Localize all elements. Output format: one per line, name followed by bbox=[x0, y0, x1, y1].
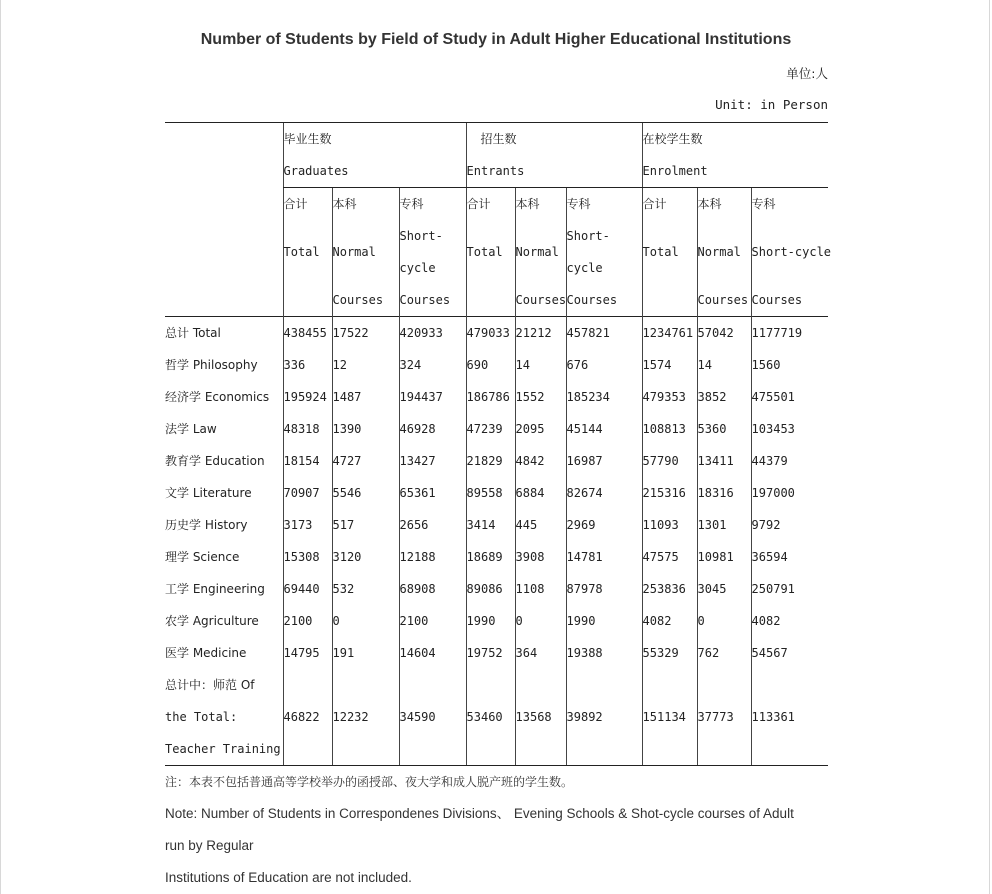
cell: 151134 bbox=[642, 669, 697, 766]
cell: 13568 bbox=[515, 669, 566, 766]
cell: 250791 bbox=[751, 573, 828, 605]
subheader-total-cn: 合计 bbox=[466, 188, 515, 221]
cell: 194437 bbox=[399, 381, 466, 413]
cell: 0 bbox=[332, 605, 399, 637]
cell: 475501 bbox=[751, 381, 828, 413]
note-en-line-2: run by Regular bbox=[165, 838, 254, 853]
subheader-normal-en-2: Courses bbox=[332, 284, 399, 317]
cell: 1177719 bbox=[751, 317, 828, 350]
cell: 89558 bbox=[466, 477, 515, 509]
cell: 5546 bbox=[332, 477, 399, 509]
cell: 4082 bbox=[642, 605, 697, 637]
cell: 197000 bbox=[751, 477, 828, 509]
cell: 1487 bbox=[332, 381, 399, 413]
row-label-line: the Total: bbox=[165, 710, 238, 724]
cell: 47575 bbox=[642, 541, 697, 573]
cell: 48318 bbox=[283, 413, 332, 445]
cell: 65361 bbox=[399, 477, 466, 509]
row-label: 法学 Law bbox=[165, 422, 217, 436]
cell: 2656 bbox=[399, 509, 466, 541]
subheader-total-en: Total bbox=[283, 220, 332, 317]
row-label: 医学 Medicine bbox=[165, 646, 247, 660]
cell: 2100 bbox=[283, 605, 332, 637]
cell: 438455 bbox=[283, 317, 332, 350]
table-row bbox=[165, 381, 828, 413]
row-label-teacher-training bbox=[165, 669, 283, 766]
row-label: 历史学 History bbox=[165, 518, 248, 532]
subheader-short-cn: 专科 bbox=[399, 188, 466, 221]
cell: 69440 bbox=[283, 573, 332, 605]
cell: 185234 bbox=[566, 381, 642, 413]
cell: 46822 bbox=[283, 669, 332, 766]
note-en-line-1: Note: Number of Students in Correspondenes Divisions、 Evening Schools & Shot-cycle courses of Adult bbox=[165, 806, 794, 821]
cell: 87978 bbox=[566, 573, 642, 605]
subheader-normal-en: Normal bbox=[515, 220, 566, 284]
cell: 21829 bbox=[466, 445, 515, 477]
cell: 532 bbox=[332, 573, 399, 605]
cell: 108813 bbox=[642, 413, 697, 445]
cell: 11093 bbox=[642, 509, 697, 541]
cell: 68908 bbox=[399, 573, 466, 605]
row-label-line: Teacher Training bbox=[165, 742, 281, 756]
row-label: 经济学 Economics bbox=[165, 390, 270, 404]
cell: 89086 bbox=[466, 573, 515, 605]
subheader-normal-cn: 本科 bbox=[697, 188, 751, 221]
row-label-line: 总计中：师范 Of bbox=[165, 678, 255, 692]
cell: 57790 bbox=[642, 445, 697, 477]
row-label: 哲学 Philosophy bbox=[165, 358, 258, 372]
cell: 2969 bbox=[566, 509, 642, 541]
page-title: Number of Students by Field of Study in Adult Higher Educational Institutions bbox=[200, 31, 792, 48]
cell: 18154 bbox=[283, 445, 332, 477]
subheader-short-en-3: Courses bbox=[399, 284, 466, 317]
subheader-normal-cn: 本科 bbox=[515, 188, 566, 221]
subheader-total-en: Total bbox=[642, 220, 697, 317]
table-row bbox=[165, 413, 828, 445]
cell: 36594 bbox=[751, 541, 828, 573]
cell: 55329 bbox=[642, 637, 697, 669]
table-notes bbox=[165, 766, 845, 894]
cell: 1990 bbox=[566, 605, 642, 637]
cell: 9792 bbox=[751, 509, 828, 541]
cell: 3414 bbox=[466, 509, 515, 541]
cell: 0 bbox=[697, 605, 751, 637]
table-row bbox=[165, 541, 828, 573]
cell: 3908 bbox=[515, 541, 566, 573]
cell: 12188 bbox=[399, 541, 466, 573]
cell: 690 bbox=[466, 349, 515, 381]
cell: 13411 bbox=[697, 445, 751, 477]
cell: 1552 bbox=[515, 381, 566, 413]
cell: 1108 bbox=[515, 573, 566, 605]
cell: 18689 bbox=[466, 541, 515, 573]
unit-label-en: Unit: in Person bbox=[715, 97, 828, 112]
cell: 44379 bbox=[751, 445, 828, 477]
subheader-normal-en: Normal bbox=[332, 220, 399, 284]
cell: 54567 bbox=[751, 637, 828, 669]
table-body bbox=[165, 317, 828, 670]
row-label: 文学 Literature bbox=[165, 486, 252, 500]
cell: 517 bbox=[332, 509, 399, 541]
cell: 5360 bbox=[697, 413, 751, 445]
table-row bbox=[165, 605, 828, 637]
cell: 1990 bbox=[466, 605, 515, 637]
cell: 186786 bbox=[466, 381, 515, 413]
cell: 479353 bbox=[642, 381, 697, 413]
cell: 113361 bbox=[751, 669, 828, 766]
subheader-short-en-1: Short- bbox=[566, 220, 642, 252]
cell: 324 bbox=[399, 349, 466, 381]
cell: 3173 bbox=[283, 509, 332, 541]
group-header-enrolment-en: Enrolment bbox=[642, 155, 828, 188]
cell: 4727 bbox=[332, 445, 399, 477]
group-header-entrants-cn: 招生数 bbox=[466, 123, 642, 156]
cell: 17522 bbox=[332, 317, 399, 350]
subheader-total-en: Total bbox=[466, 220, 515, 317]
subheader-short-cn: 专科 bbox=[751, 188, 828, 221]
cell: 4842 bbox=[515, 445, 566, 477]
subheader-total-cn: 合计 bbox=[283, 188, 332, 221]
cell: 3852 bbox=[697, 381, 751, 413]
cell: 1301 bbox=[697, 509, 751, 541]
cell: 762 bbox=[697, 637, 751, 669]
group-header-row-cn bbox=[165, 123, 828, 156]
group-header-graduates-en: Graduates bbox=[283, 155, 466, 188]
cell: 21212 bbox=[515, 317, 566, 350]
cell: 336 bbox=[283, 349, 332, 381]
cell: 3045 bbox=[697, 573, 751, 605]
cell: 191 bbox=[332, 637, 399, 669]
subheader-normal-en: Normal bbox=[697, 220, 751, 284]
students-table bbox=[165, 122, 832, 766]
subheader-total-cn: 合计 bbox=[642, 188, 697, 221]
subheader-normal-en-2: Courses bbox=[515, 284, 566, 317]
table-row bbox=[165, 445, 828, 477]
cell: 39892 bbox=[566, 669, 642, 766]
cell: 1560 bbox=[751, 349, 828, 381]
cell: 2100 bbox=[399, 605, 466, 637]
subheader-normal-en-2: Courses bbox=[697, 284, 751, 317]
row-label: 教育学 Education bbox=[165, 454, 265, 468]
cell: 1234761 bbox=[642, 317, 697, 350]
table-row bbox=[165, 573, 828, 605]
cell: 445 bbox=[515, 509, 566, 541]
cell: 3120 bbox=[332, 541, 399, 573]
cell: 45144 bbox=[566, 413, 642, 445]
cell: 12 bbox=[332, 349, 399, 381]
table-row bbox=[165, 349, 828, 381]
cell: 14781 bbox=[566, 541, 642, 573]
cell: 1390 bbox=[332, 413, 399, 445]
subheader-short-en-2: cycle bbox=[566, 252, 642, 284]
cell: 34590 bbox=[399, 669, 466, 766]
note-en-line-3: Institutions of Education are not included. bbox=[165, 870, 412, 885]
cell: 82674 bbox=[566, 477, 642, 509]
row-label: 总计 Total bbox=[165, 317, 283, 350]
cell: 19388 bbox=[566, 637, 642, 669]
cell: 420933 bbox=[399, 317, 466, 350]
cell: 70907 bbox=[283, 477, 332, 509]
cell: 16987 bbox=[566, 445, 642, 477]
cell: 1574 bbox=[642, 349, 697, 381]
subheader-short-en-1: Short- bbox=[399, 220, 466, 252]
header-corner bbox=[165, 123, 283, 317]
cell: 6884 bbox=[515, 477, 566, 509]
cell: 37773 bbox=[697, 669, 751, 766]
cell: 364 bbox=[515, 637, 566, 669]
table-row-teacher-training bbox=[165, 669, 828, 766]
cell: 57042 bbox=[697, 317, 751, 350]
cell: 12232 bbox=[332, 669, 399, 766]
cell: 19752 bbox=[466, 637, 515, 669]
cell: 103453 bbox=[751, 413, 828, 445]
table-row bbox=[165, 477, 828, 509]
cell: 47239 bbox=[466, 413, 515, 445]
unit-label-cn: 单位:人 bbox=[786, 66, 828, 81]
table-row bbox=[165, 509, 828, 541]
subheader-short-en-joined: Short-cycle bbox=[751, 220, 828, 284]
group-header-entrants-en: Entrants bbox=[466, 155, 642, 188]
table-row bbox=[165, 637, 828, 669]
cell: 14604 bbox=[399, 637, 466, 669]
cell: 4082 bbox=[751, 605, 828, 637]
subheader-short-en-3: Courses bbox=[566, 284, 642, 317]
subheader-short-en-2: cycle bbox=[399, 252, 466, 284]
subheader-normal-cn: 本科 bbox=[332, 188, 399, 221]
cell: 2095 bbox=[515, 413, 566, 445]
cell: 457821 bbox=[566, 317, 642, 350]
cell: 479033 bbox=[466, 317, 515, 350]
row-label: 农学 Agriculture bbox=[165, 614, 259, 628]
cell: 14795 bbox=[283, 637, 332, 669]
group-header-enrolment-cn: 在校学生数 bbox=[642, 123, 828, 156]
cell: 15308 bbox=[283, 541, 332, 573]
cell: 53460 bbox=[466, 669, 515, 766]
cell: 253836 bbox=[642, 573, 697, 605]
cell: 10981 bbox=[697, 541, 751, 573]
cell: 14 bbox=[697, 349, 751, 381]
row-label: 理学 Science bbox=[165, 550, 240, 564]
cell: 18316 bbox=[697, 477, 751, 509]
cell: 0 bbox=[515, 605, 566, 637]
subheader-short-cn: 专科 bbox=[566, 188, 642, 221]
cell: 46928 bbox=[399, 413, 466, 445]
note-cn: 注：本表不包括普通高等学校举办的函授部、夜大学和成人脱产班的学生数。 bbox=[165, 775, 574, 789]
table-row bbox=[165, 317, 828, 350]
row-label: 工学 Engineering bbox=[165, 582, 265, 596]
cell: 215316 bbox=[642, 477, 697, 509]
subheader-short-en-3: Courses bbox=[751, 284, 828, 317]
cell: 676 bbox=[566, 349, 642, 381]
cell: 13427 bbox=[399, 445, 466, 477]
cell: 195924 bbox=[283, 381, 332, 413]
cell: 14 bbox=[515, 349, 566, 381]
group-header-graduates-cn: 毕业生数 bbox=[283, 123, 466, 156]
